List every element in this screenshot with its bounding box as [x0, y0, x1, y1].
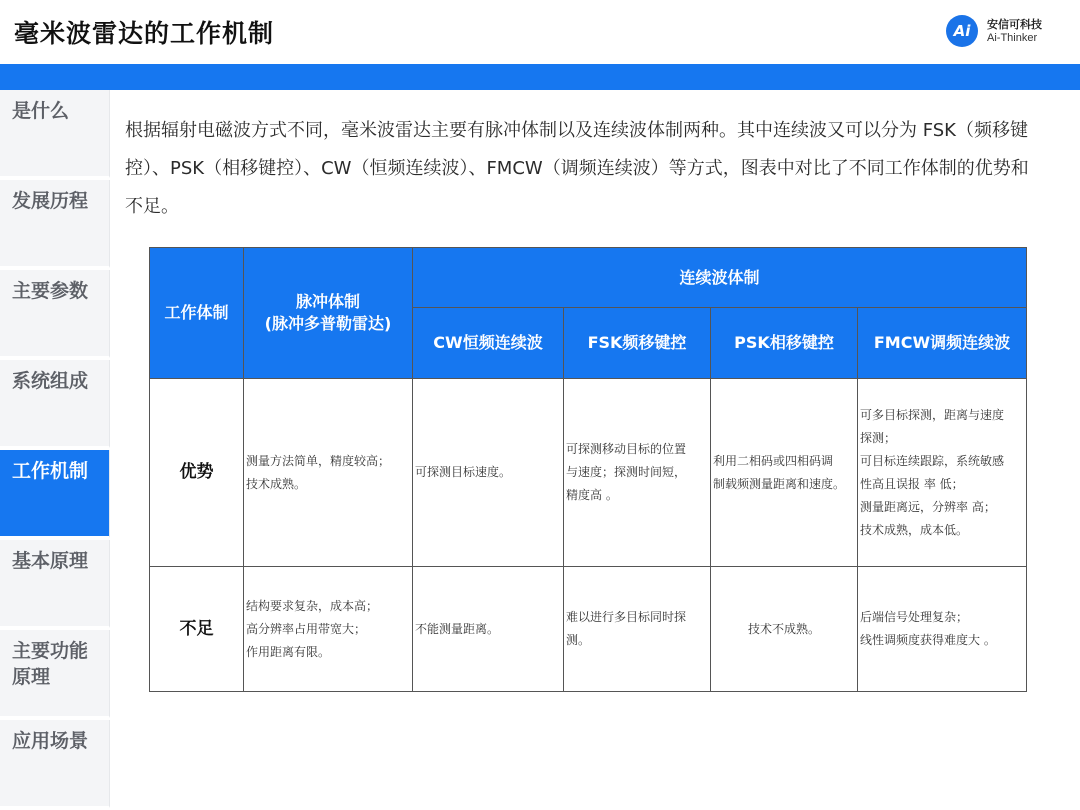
sidebar-item-function-principle[interactable]	[0, 630, 110, 718]
sidebar-item-label: 应用场景	[12, 730, 89, 752]
cell-line: 与速度；探测时间短，	[566, 465, 687, 479]
cell-fmcw-disadvantages	[858, 567, 1027, 692]
logo-company-name: 安信可科技	[987, 18, 1042, 31]
cell-line: 测量方法简单，精度较高；	[246, 453, 391, 468]
header-cell-cw: CW恒频连续波	[413, 308, 564, 379]
cell-line: 精度高 。	[566, 488, 618, 502]
table-row-advantages	[150, 379, 1027, 567]
header-cell-pulse	[244, 248, 413, 379]
header-cell-mode: 工作体制	[150, 248, 244, 379]
cell-fsk-disadvantages	[564, 567, 711, 692]
header-pulse-line: (脉冲多普勒雷达)	[264, 314, 392, 333]
header-cell-fmcw: FMCW调频连续波	[858, 308, 1027, 379]
cell-pulse-advantages	[244, 379, 413, 567]
cell-line: 结构要求复杂，成本高；	[246, 598, 379, 613]
cell-psk-disadvantages	[711, 567, 858, 692]
cell-line: 制载频测量距离和速度。	[713, 476, 846, 491]
cell-line: 测量距离远，分辨率 高；	[860, 499, 996, 514]
intro-paragraph: 根据辐射电磁波方式不同，毫米波雷达主要有脉冲体制以及连续波体制两种。其中连续波又可以分为 FSK（频移键控）、PSK（相移键控）、CW（恒频连续波）、FMCW（调频连续波）等方式，图表中对比了不同工作体制的优势和不足。	[125, 120, 1029, 217]
sidebar-item-label: 是什么	[12, 100, 70, 122]
sidebar-item-label: 主要功能原理	[12, 640, 89, 688]
sidebar-nav	[0, 90, 110, 810]
cell-line: 难以进行多目标同时探	[566, 610, 687, 624]
cell-fsk-advantages	[564, 379, 711, 567]
cell-line: 可探测移动目标的位置	[566, 442, 687, 456]
cell-line: 探测；	[860, 430, 897, 445]
cell-line: 高分辨率占用带宽大；	[246, 621, 367, 636]
sidebar-item-label: 系统组成	[12, 370, 89, 392]
row-label-disadvantages: 不足	[150, 567, 244, 692]
header-accent-bar	[0, 64, 1080, 90]
sidebar-item-parameters[interactable]	[0, 270, 110, 358]
cell-line: 不能测量距离。	[415, 621, 500, 636]
row-label-advantages: 优势	[150, 379, 244, 567]
sidebar-item-what[interactable]	[0, 90, 110, 178]
sidebar-item-label: 发展历程	[12, 190, 89, 212]
cell-line: 利用二相码或四相码调	[713, 453, 834, 468]
cell-cw-disadvantages	[413, 567, 564, 692]
page-title: 毫米波雷达的工作机制	[14, 19, 275, 48]
cell-psk-advantages	[711, 379, 858, 567]
cell-line: 可目标连续跟踪，系统敏感	[860, 453, 1005, 468]
table-row-disadvantages	[150, 567, 1027, 692]
cell-line: 技术成熟。	[246, 476, 307, 491]
header-cell-fsk: FSK频移键控	[564, 308, 711, 379]
cell-cw-advantages	[413, 379, 564, 567]
header-pulse-line: 脉冲体制	[295, 292, 360, 311]
sidebar-item-label: 主要参数	[12, 280, 89, 302]
cell-line: 后端信号处理复杂；	[860, 610, 969, 624]
comparison-table	[149, 247, 1027, 692]
cell-line: 作用距离有限。	[246, 644, 331, 659]
sidebar-item-label: 工作机制	[12, 460, 89, 482]
cell-line: 技术不成熟。	[747, 621, 820, 636]
cell-line: 线性调频度获得难度大 。	[860, 633, 996, 647]
cell-line: 性高且误报 率 低；	[860, 476, 964, 491]
cell-pulse-disadvantages	[244, 567, 413, 692]
ai-logo-icon: Ai	[946, 15, 978, 47]
header-cell-cw-group: 连续波体制	[413, 248, 1027, 308]
cell-line: 测。	[566, 633, 591, 647]
sidebar-item-working-mechanism[interactable]	[0, 450, 110, 538]
brand-logo	[946, 14, 1066, 50]
logo-company-name-en: Ai-Thinker	[987, 32, 1038, 44]
header	[0, 0, 1080, 64]
sidebar-item-composition[interactable]	[0, 360, 110, 448]
cell-line: 技术成熟，成本低。	[860, 522, 969, 537]
sidebar-item-principle[interactable]	[0, 540, 110, 628]
sidebar-item-history[interactable]	[0, 180, 110, 268]
header-cell-psk: PSK相移键控	[711, 308, 858, 379]
sidebar-item-applications[interactable]	[0, 720, 110, 808]
sidebar-item-label: 基本原理	[12, 550, 89, 572]
cell-line: 可探测目标速度。	[415, 465, 512, 479]
cell-fmcw-advantages	[858, 379, 1027, 567]
cell-line: 可多目标探测，距离与速度	[860, 407, 1005, 422]
